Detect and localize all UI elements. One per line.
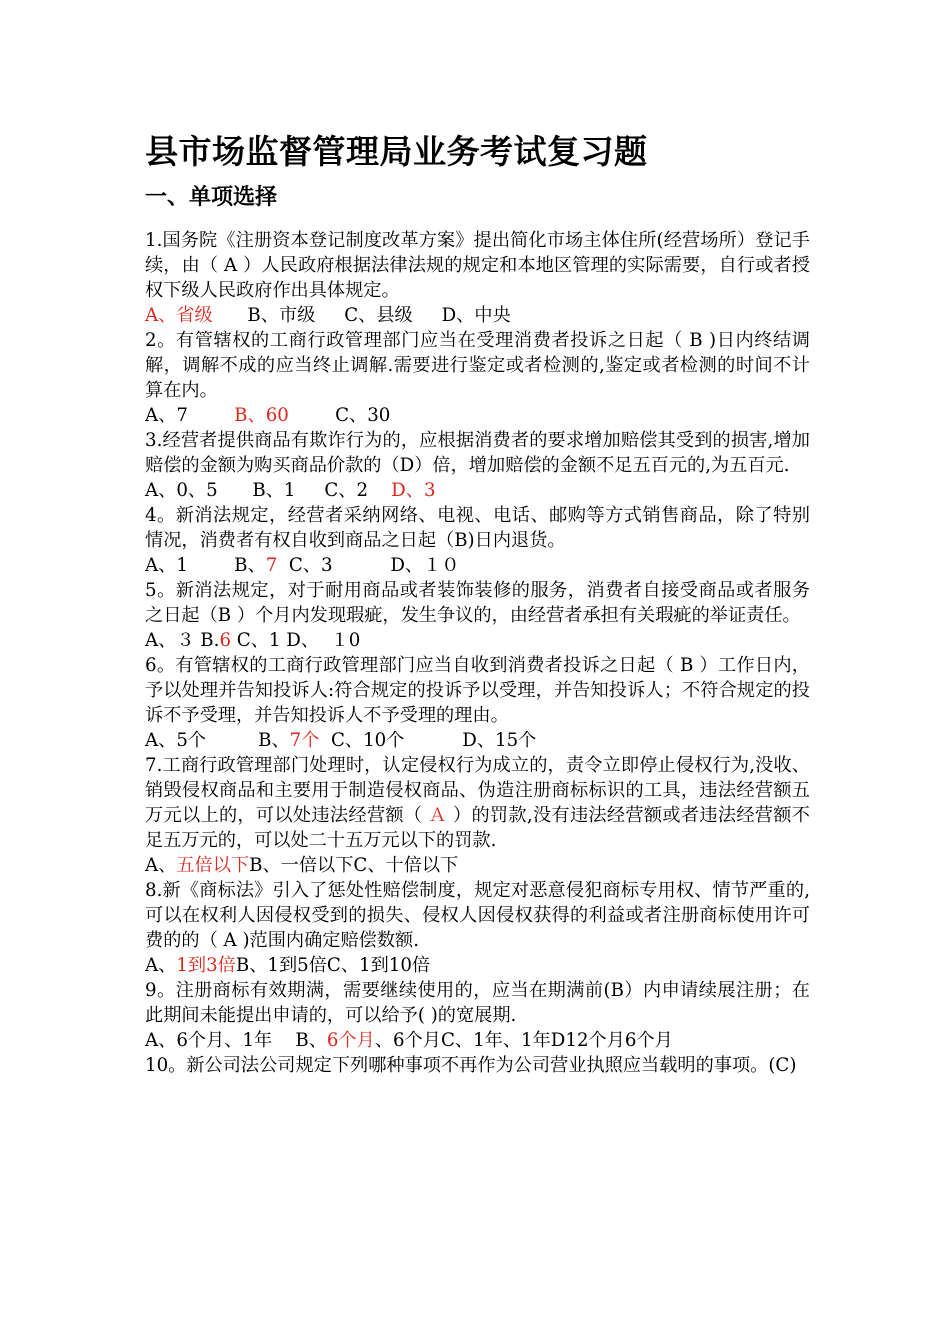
question-options	[145, 403, 810, 428]
answer-highlight: 7个	[289, 730, 320, 751]
option-text: B、市级 C、县级 D、中央	[212, 305, 511, 326]
section-title: 一、单项选择	[145, 185, 278, 210]
question-text: 3.经营者提供商品有欺诈行为的，应根据消费者的要求增加赔偿其受到的损害,增加赔偿的金额为购买商品价款的（D）倍，增加赔偿的金额不足五百元的,为五百元.	[145, 430, 810, 476]
option-text: C、30	[288, 405, 391, 426]
question-options	[145, 303, 810, 328]
option-text: C、1 D、 １0	[231, 630, 361, 651]
answer-highlight: 五倍以下	[176, 855, 250, 876]
option-text: A、３ B.	[145, 630, 220, 651]
question-text: 7.工商行政管理部门处理时，认定侵权行为成立的，责令立即停止侵权行为,没收、销毁侵权商品和主要用于制造侵权商品、伪造注册商标标识的工具，违法经营额五万元以上的，可以处违法经营额（ Ａ ）的罚款,没有违法经营额或者违法经营额不足五万元的，可以处二十五万元以下的罚款.	[145, 755, 810, 851]
question-text: 10。新公司法公司规定下列哪种事项不再作为公司营业执照应当载明的事项。(C)	[145, 1055, 797, 1076]
option-text: B、1到5倍C、1到10倍	[235, 955, 431, 976]
document-page	[145, 128, 810, 1078]
answer-highlight: D、3	[391, 480, 436, 501]
question-text: 2。有管辖权的工商行政管理部门应当在受理消费者投诉之日起（ B )日内终结调解，调解不成的应当终止调解.需要进行鉴定或者检测的,鉴定或者检测的时间不计算在内。	[145, 330, 810, 401]
answer-highlight: 1到3倍	[176, 955, 236, 976]
option-text: A、1 B、	[145, 555, 266, 576]
question-list	[145, 228, 810, 1078]
question-text: 5。新消法规定，对于耐用商品或者装饰装修的服务，消费者自接受商品或者服务之日起（B ）个月内发现瑕疵，发生争议的，由经营者承担有关瑕疵的举证责任。	[145, 580, 810, 626]
question-options	[145, 853, 810, 878]
question-text: 8.新《商标法》引入了惩处性赔偿制度，规定对恶意侵犯商标专用权、情节严重的,可以在权利人因侵权受到的损失、侵权人因侵权获得的利益或者注册商标使用许可费的的（ A )范围内确定赔偿数额.	[145, 880, 810, 951]
question-text: 1.国务院《注册资本登记制度改革方案》提出简化市场主体住所(经营场所）登记手续，由（ A ）人民政府根据法律法规的规定和本地区管理的实际需要，自行或者授权下级人民政府作出具体规定。	[145, 230, 810, 301]
option-text: A、	[145, 855, 177, 876]
answer-highlight: 7	[265, 555, 278, 576]
question-options	[145, 1028, 810, 1053]
document-title: 县市场监督管理局业务考试复习题	[145, 132, 648, 171]
option-text: A、	[145, 955, 177, 976]
question-options	[145, 478, 810, 503]
answer-highlight: A、省级	[145, 305, 213, 326]
option-text: C、10个 D、15个	[319, 730, 537, 751]
option-text: C、3 D、１０	[277, 555, 460, 576]
option-text: B、一倍以下C、十倍以下	[249, 855, 459, 876]
question-options	[145, 728, 810, 753]
option-text: A、5个 B、	[145, 730, 290, 751]
option-text: A、0、5 B、1 C、2	[145, 480, 392, 501]
question-options	[145, 553, 810, 578]
option-text: A、6个月、1年 B、	[145, 1030, 327, 1051]
answer-highlight: B、60	[234, 405, 289, 426]
option-text: 、6个月C、1年、1年D12个月6个月	[374, 1030, 673, 1051]
answer-highlight: 6	[219, 630, 232, 651]
question-text: 9。注册商标有效期满，需要继续使用的，应当在期满前(B）内申请续展注册；在此期间未能提出申请的，可以给予( )的宽展期.	[145, 980, 810, 1026]
question-options	[145, 628, 810, 653]
question-options	[145, 953, 810, 978]
option-text: A、7	[145, 405, 235, 426]
answer-highlight: 6个月	[326, 1030, 375, 1051]
question-text: 4。新消法规定，经营者采纳网络、电视、电话、邮购等方式销售商品，除了特别情况，消费者有权自收到商品之日起（B)日内退货。	[145, 505, 810, 551]
question-text: 6。有管辖权的工商行政管理部门应当自收到消费者投诉之日起（ B ）工作日内，予以处理并告知投诉人:符合规定的投诉予以受理，并告知投诉人；不符合规定的投诉不予受理，并告知投诉人不予受理的理由。	[145, 655, 810, 726]
